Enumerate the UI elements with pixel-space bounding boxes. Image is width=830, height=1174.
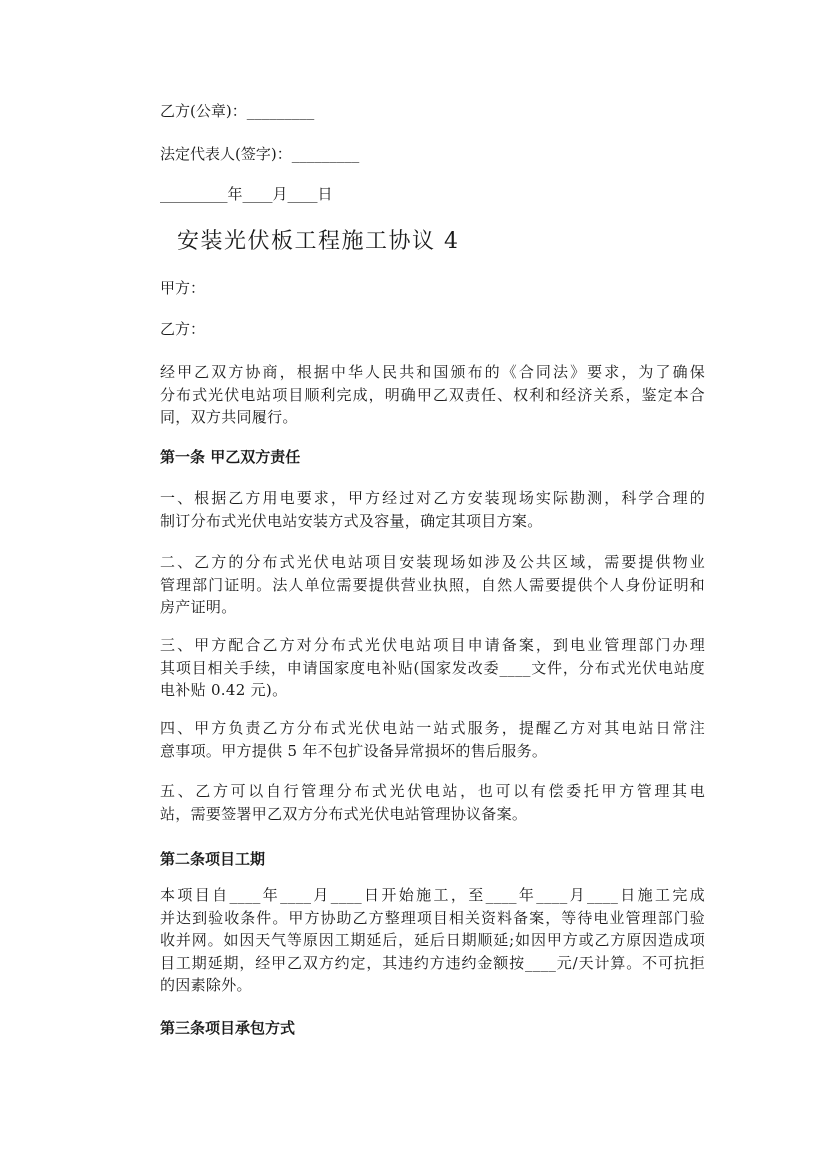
intro-paragraph bbox=[160, 361, 705, 429]
legal-rep-line: 法定代表人(签字)：_________ bbox=[160, 145, 360, 163]
intro-line: 分布式光伏电站项目顺利完成，明确甲乙双责任、权利和经济关系，鉴定本合 bbox=[160, 385, 705, 404]
item-line: 管理部门证明。法人单位需要提供营业执照，自然人需要提供个人身份证明和 bbox=[160, 575, 705, 594]
item-line: 五、乙方可以自行管理分布式光伏电站，也可以有偿委托甲方管理其电 bbox=[160, 782, 705, 800]
party-b-label: 乙方： bbox=[160, 320, 206, 338]
item-line: 其项目相关手续，申请国家度电补贴(国家发改委____文件，分布式光伏电站度 bbox=[160, 658, 705, 677]
article2-line: 本项目自____年____月____日开始施工，至____年____月____日施工完成 bbox=[160, 886, 705, 904]
article3-heading: 第三条项目承包方式 bbox=[160, 1019, 296, 1037]
article1-item-5 bbox=[160, 780, 705, 825]
article1-item-2 bbox=[160, 551, 705, 619]
item-line: 四、甲方负责乙方分布式光伏电站一站式服务，提醒乙方对其电站日常注 bbox=[160, 719, 705, 737]
item-line: 房产证明。 bbox=[160, 598, 237, 617]
article1-item-4 bbox=[160, 717, 705, 762]
item-line: 意事项。甲方提供 5 年不包扩设备异常损坏的售后服务。 bbox=[160, 741, 548, 760]
item-line: 二、乙方的分布式光伏电站项目安装现场如涉及公共区域，需要提供物业 bbox=[160, 553, 705, 571]
article1-heading: 第一条 甲乙双方责任 bbox=[160, 448, 301, 466]
article2-paragraph bbox=[160, 884, 705, 997]
article2-line: 的因素除外。 bbox=[160, 976, 252, 995]
party-b-seal-line: 乙方(公章)：_________ bbox=[160, 102, 315, 120]
article2-line: 收并网。如因天气等原因工期延后，延后日期顺延;如因甲方或乙方原因造成项 bbox=[160, 931, 705, 950]
intro-line: 同，双方共同履行。 bbox=[160, 408, 298, 427]
item-line: 电补贴 0.42 元)。 bbox=[160, 681, 288, 700]
document-title: 安装光伏板工程施工协议 4 bbox=[177, 229, 460, 254]
item-line: 制订分布式光伏电站安装方式及容量，确定其项目方案。 bbox=[160, 511, 543, 530]
article2-line: 目工期延期，经甲乙双方约定，其违约方违约金额按____元/天计算。不可抗拒 bbox=[160, 953, 705, 972]
date-line: _________年____月____日 bbox=[160, 185, 333, 203]
article1-item-1 bbox=[160, 487, 705, 532]
party-a-label: 甲方： bbox=[160, 279, 206, 297]
article1-item-3 bbox=[160, 634, 705, 702]
item-line: 一、根据乙方用电要求，甲方经过对乙方安装现场实际勘测，科学合理的 bbox=[160, 489, 705, 507]
article2-line: 并达到验收条件。甲方协助乙方整理项目相关资料备案，等待电业管理部门验 bbox=[160, 908, 705, 927]
item-line: 三、甲方配合乙方对分布式光伏电站项目申请备案，到电业管理部门办理 bbox=[160, 636, 705, 654]
intro-line: 经甲乙双方协商，根据中华人民共和国颁布的《合同法》要求，为了确保 bbox=[160, 363, 705, 381]
article2-heading: 第二条项目工期 bbox=[160, 850, 266, 868]
item-line: 站，需要签署甲乙双方分布式光伏电站管理协议备案。 bbox=[160, 804, 528, 823]
